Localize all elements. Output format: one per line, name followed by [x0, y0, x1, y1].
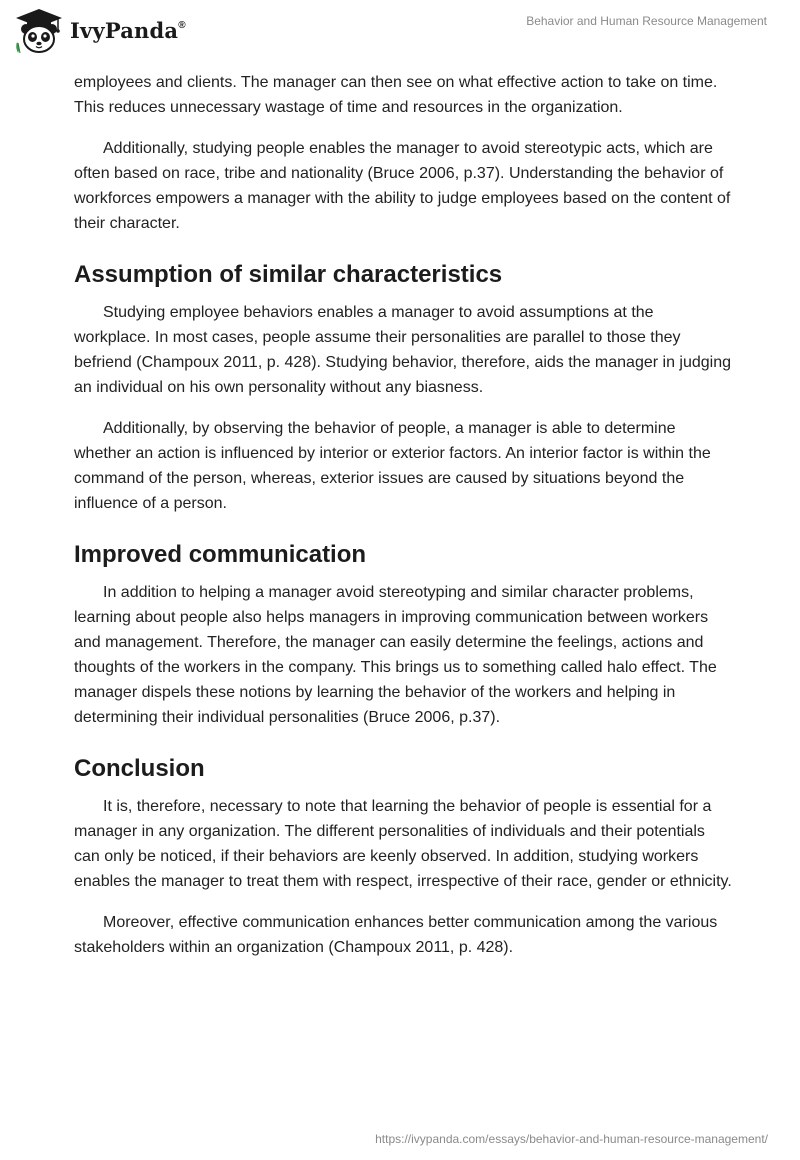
paragraph: Moreover, effective communication enhances better communication among the various stakeholders within an organization (Champoux 2011, p. 428).: [74, 914, 718, 956]
paragraph: Studying employee behaviors enables a manager to avoid assumptions at the workplace. In most cases, people assume their personalities are parallel to those they befriend (Champoux 2011, p. 428). Studying behavior, therefore, aids the manager in judging an individual on his own personality without any biasness.: [74, 304, 732, 396]
paragraph: Additionally, by observing the behavior of people, a manager is able to determine whether an action is influenced by interior or exterior factors. An interior factor is within the command of the person, whereas, exterior issues are caused by situations beyond the influence of a person.: [74, 420, 711, 512]
registered-mark: ®: [178, 19, 186, 31]
page-header: [0, 0, 800, 70]
section-heading: Assumption of similar characteristics: [74, 261, 503, 288]
panda-graduation-cap-icon: [14, 8, 64, 54]
section-heading: Improved communication: [74, 541, 367, 568]
ivypanda-logo[interactable]: [14, 8, 186, 54]
paragraph: employees and clients. The manager can then see on what effective action to take on time. This reduces unnecessary wastage of time and resources in the organization.: [74, 74, 718, 116]
section-heading: Conclusion: [74, 755, 205, 782]
brand-text: IvyPanda: [70, 17, 179, 43]
document-title: Behavior and Human Resource Management: [526, 14, 767, 28]
paragraph: In addition to helping a manager avoid stereotyping and similar character problems, learning about people also helps managers in improving communication between workers and management. Therefore, the manager can easily determine the feelings, actions and thoughts of the workers in the company. This brings us to something called halo effect. The manager dispels these notions by learning the behavior of the workers and helping in determining their individual personalities (Bruce 2006, p.37).: [74, 584, 717, 726]
source-url[interactable]: https://ivypanda.com/essays/behavior-and-human-resource-management/: [375, 1132, 768, 1146]
essay-body: [74, 70, 734, 976]
paragraph: Additionally, studying people enables the manager to avoid stereotypic acts, which are often based on race, tribe and nationality (Bruce 2006, p.37). Understanding the behavior of workforces empowers a manager with the ability to judge employees based on the content of their character.: [74, 140, 731, 232]
paragraph: It is, therefore, necessary to note that learning the behavior of people is essential for a manager in any organization. The different personalities of individuals and their potentials can only be noticed, if their behaviors are keenly observed. In addition, studying workers enables the manager to treat them with respect, irrespective of their race, gender or ethnicity.: [74, 798, 732, 890]
brand-name: [70, 18, 186, 43]
